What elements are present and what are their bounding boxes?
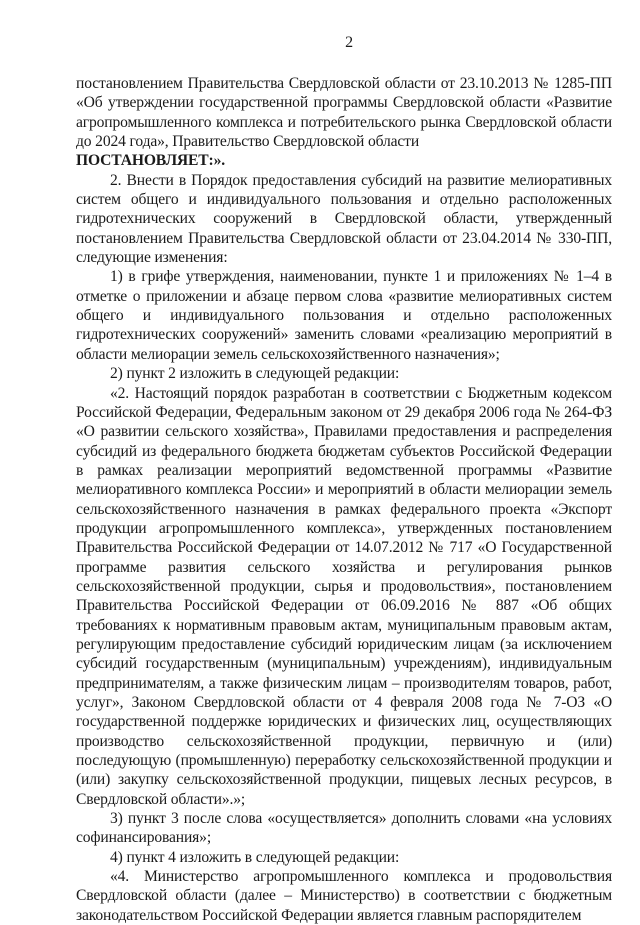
paragraph-subitem-4: 4) пункт 4 изложить в следующей редакции: (110, 848, 400, 866)
page-number: 2 (345, 34, 353, 51)
paragraph-subitem-2: 2) пункт 2 изложить в следующей редакции: (110, 365, 400, 383)
paragraph-item-2: 2. Внести в Порядок предоставления субсидий на развитие мелиоративных систем общего и индивидуального пользования и отдельно расположенных гидротехнических сооружений в Свердловской области, утвержденный постановлением Правительства Свердловской области от 23.04.2014 № 330-ПП, следующие изменения: (76, 171, 612, 267)
paragraph-resolution-basis: постановлением Правительства Свердловской области от 23.10.2013 № 1285-ПП «Об утверждении государственной программы Свердловской области «Развитие агропромышленного комплекса и потребительского рынка Свердловской области до 2024 года», Правительство Свердловской области (76, 75, 612, 151)
paragraph-quoted-item-2: «2. Настоящий порядок разработан в соответствии с Бюджетным кодексом Российской Федерации, Федеральным законом от 29 декабря 2006 года № 264-ФЗ «О развитии сельского хозяйства», Правилами предоставления и распределения субсидий из федерального бюджета бюджетам субъектов Российской Федерации в рамках реализации мероприятий ведомственной программы «Развитие мелиоративного комплекса России» и мероприятий в области мелиорации земель сельскохозяйственного назначения в рамках федерального проекта «Экспорт продукции агропромышленного комплекса», утвержденных постановлением Правительства Российской Федерации от 14.07.2012 № 717 «О Государственной программе развития сельского хозяйства и регулирования рынков сельскохозяйственной продукции, сырья и продовольствия», постановлением Правительства Российской Федерации от 06.09.2016 № 887 «Об общих требованиях к нормативным правовым актам, муниципальным правовым актам, регулирующим предоставление субсидий юридическим лицам (за исключением субсидий государственным (муниципальным) учреждениям), индивидуальным предпринимателям, а также физическим лицам – производителям товаров, работ, услуг», Законом Свердловской области от 4 февраля 2008 года № 7-ОЗ «О государственной поддержке юридических и физических лиц, осуществляющих производство сельскохозяйственной продукции, первичную и (или) последующую (промышленную) переработку сельскохозяйственной продукции и (или) закупку сельскохозяйственной продукции, пищевых лесных ресурсов, в Свердловской области».»; (76, 384, 612, 808)
paragraph-subitem-1: 1) в грифе утверждения, наименовании, пункте 1 и приложениях № 1–4 в отметке о приложении и абзаце первом слова «развитие мелиоративных систем общего и индивидуального пользования и отдельно расположенных гидротехнических сооружений» заменить словами «реализацию мероприятий в области мелиорации земель сельскохозяйственного назначения»; (76, 268, 612, 363)
paragraph-resolves: ПОСТАНОВЛЯЕТ:». (76, 152, 225, 170)
paragraph-subitem-3: 3) пункт 3 после слова «осуществляется» дополнить словами «на условиях софинансирования»; (76, 810, 612, 847)
paragraph-quoted-item-4: «4. Министерство агропромышленного комплекса и продовольствия Свердловской области (далее – Министерство) в соответствии с бюджетным законодательством Российской Федерации является главным распорядителем (76, 868, 612, 924)
